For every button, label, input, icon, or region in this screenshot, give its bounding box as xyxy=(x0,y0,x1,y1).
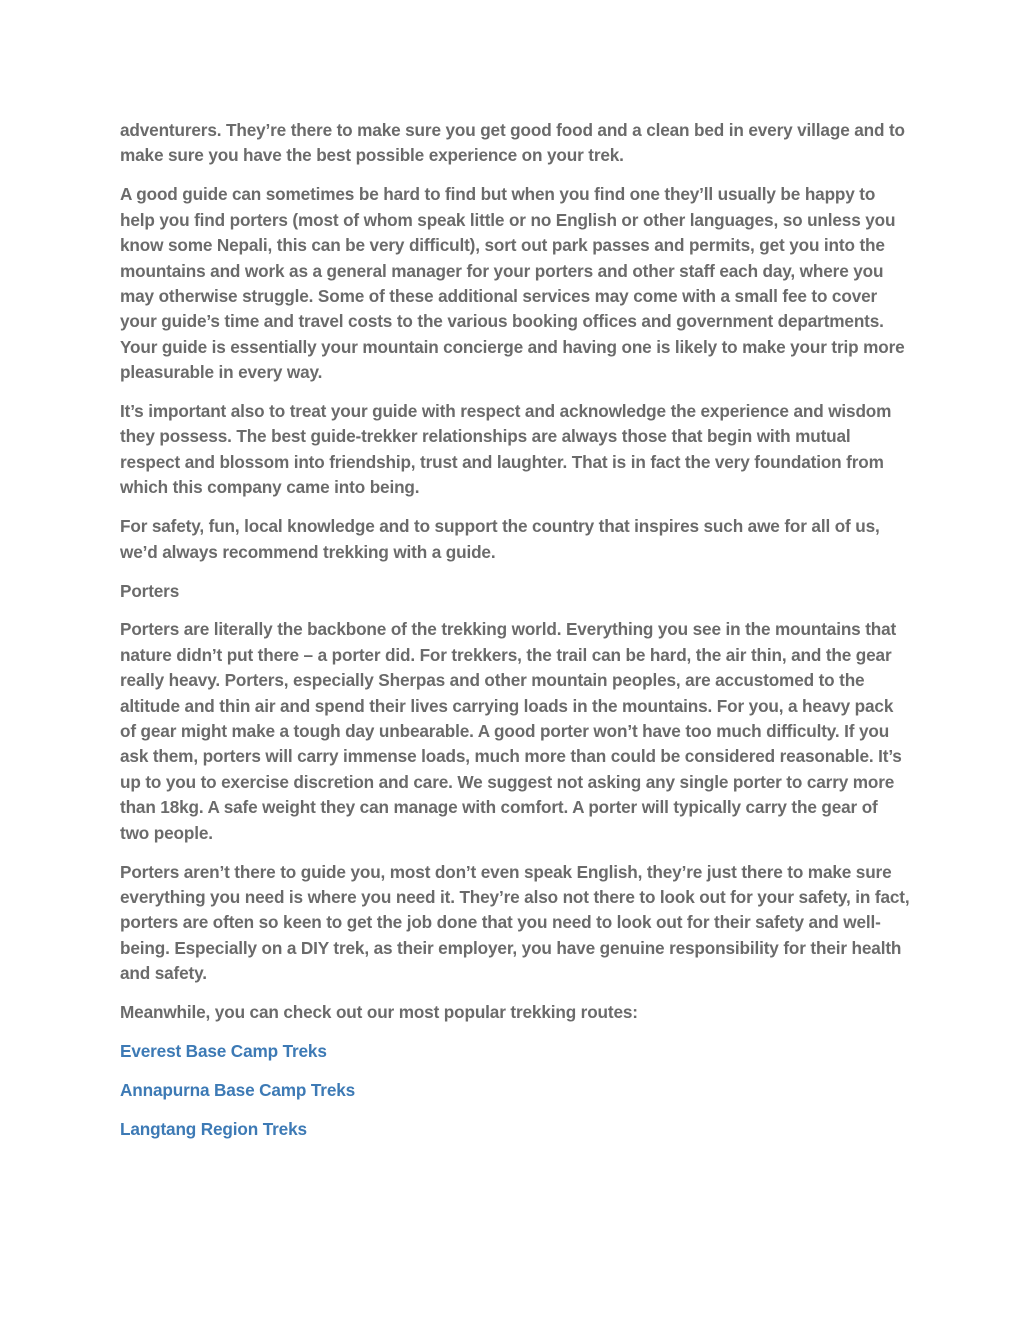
section-heading-porters: Porters xyxy=(120,580,180,601)
paragraph-recommend-guide: For safety, fun, local knowledge and to support the country that inspires such awe for all of us, we’d always recommend trekking with a guide. xyxy=(120,516,880,562)
link-row-everest xyxy=(120,1039,910,1064)
paragraph-porters-backbone: Porters are literally the backbone of the trekking world. Everything you see in the mountains that nature didn’t put there – a porter did. For trekkers, the trail can be hard, the air thin, and the gear really heavy. Porters, especially Sherpas and other mountain peoples, are accustomed to the altitude and thin air and spend their lives carrying loads in the mountains. For you, a heavy pack of gear might make a tough day unbearable. A good porter won’t have too much difficulty. If you ask them, porters will carry immense loads, much more than could be considered reasonable. It’s up to you to exercise discretion and care. We suggest not asking any single porter to carry more than 18kg. A safe weight they can manage with comfort. A porter will typically carry the gear of two people. xyxy=(120,619,902,843)
paragraph-guide-role: adventurers. They’re there to make sure you get good food and a clean bed in every village and to make sure you have the best possible experience on your trek. xyxy=(120,120,905,166)
annapurna-base-camp-link[interactable]: Annapurna Base Camp Treks xyxy=(120,1079,356,1100)
paragraph-porters-responsibility: Porters aren’t there to guide you, most don’t even speak English, they’re just there to make sure everything you need is where you need it. They’re also not there to look out for your safety, in fact, porters are often so keen to get the job done that you need to look out for their safety and well-being. Especially on a DIY trek, as their employer, you have genuine responsibility for their health and safety. xyxy=(120,861,910,984)
langtang-region-link[interactable]: Langtang Region Treks xyxy=(120,1118,307,1139)
paragraph-popular-routes-intro: Meanwhile, you can check out our most popular trekking routes: xyxy=(120,1002,638,1023)
everest-base-camp-link[interactable]: Everest Base Camp Treks xyxy=(120,1041,327,1061)
document-body xyxy=(120,118,910,1156)
link-row-langtang xyxy=(120,1117,910,1142)
link-row-annapurna xyxy=(120,1078,910,1103)
paragraph-finding-guide: A good guide can sometimes be hard to find but when you find one they’ll usually be happy to help you find porters (most of whom speak little or no English or other languages, so unless you know some Nepali, this can be very difficult), sort out park passes and permits, get you into the mountains and work as a general manager for your porters and other staff each day, where you may otherwise struggle. Some of these additional services may come with a small fee to cover your guide’s time and travel costs to the various booking offices and government departments. Your guide is essentially your mountain concierge and having one is likely to make your trip more pleasurable in every way. xyxy=(120,184,905,383)
paragraph-respect-guide: It’s important also to treat your guide with respect and acknowledge the experience and wisdom they possess. The best guide-trekker relationships are always those that begin with mutual respect and blossom into friendship, trust and laughter. That is in fact the very foundation from which this company came into being. xyxy=(120,401,892,498)
